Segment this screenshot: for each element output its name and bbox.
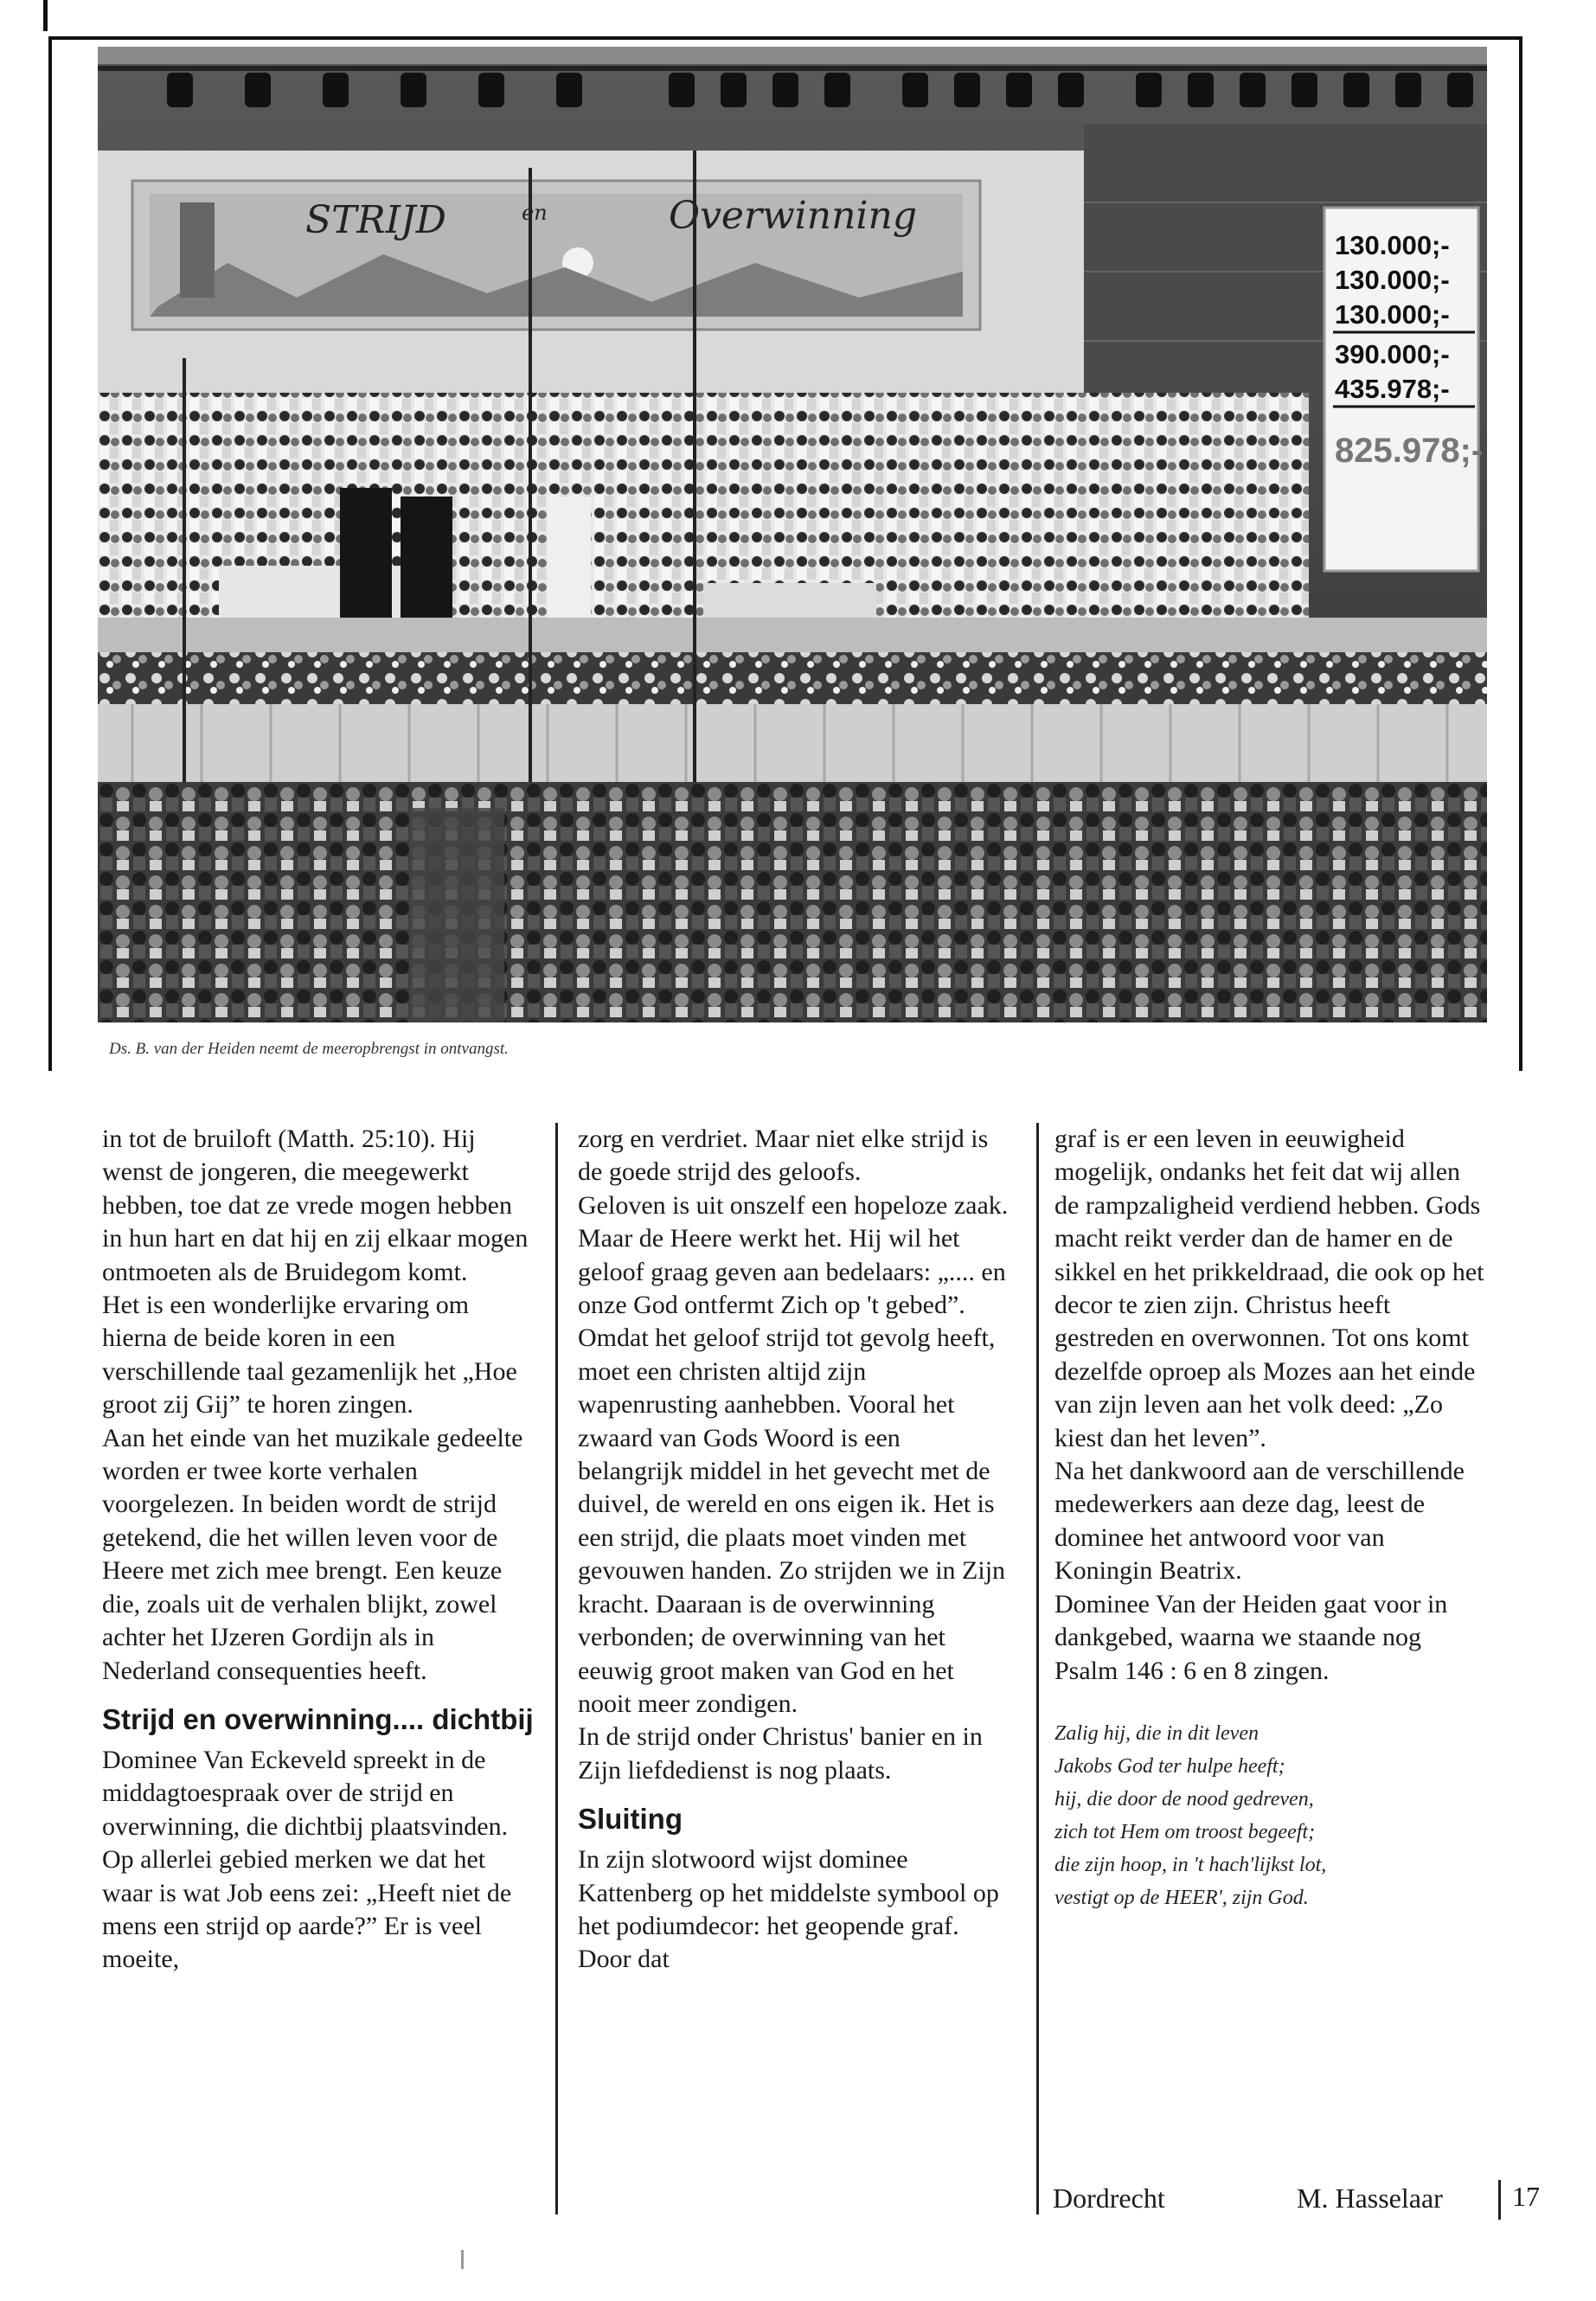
event-photo bbox=[98, 47, 1487, 1022]
photo-caption: Ds. B. van der Heiden neemt de meeropbrengst in ontvangst. bbox=[109, 1040, 509, 1058]
banner-text-strijd: STRIJD bbox=[305, 198, 446, 242]
section-heading-strijd: Strijd en overwinning.... dichtbij bbox=[102, 1702, 534, 1735]
corner-mark bbox=[43, 0, 48, 31]
paragraph: Dominee Van der Heiden gaat voor in dankgebed, waarna we staande nog Psalm 146 : 6 en 8 zingen. bbox=[1054, 1589, 1448, 1685]
paragraph: Het is een wonderlijke ervaring om hierna de beide koren in een verschillende taal gezamenlijk het „Hoe groot zij Gij” te horen zingen. bbox=[102, 1291, 517, 1420]
paragraph: in tot de bruiloft (Matth. 25:10). Hij wenst de jongeren, die meegewerkt hebben, toe dat ze vrede mogen hebben in hun hart en dat hij en zij elkaar mogen ontmoeten als de Bruidegom komt. bbox=[102, 1125, 529, 1286]
column-divider bbox=[1036, 1123, 1039, 2214]
section-heading-sluiting: Sluiting bbox=[578, 1803, 683, 1836]
paragraph: Aan het einde van het muzikale gedeelte worden er twee korte verhalen voorgelezen. In beiden wordt de strijd getekend, die het willen leven voor de Heere met zich mee brengt. Een keuze die, zoals uit de verhalen blijkt, zowel achter het IJzeren Gordijn als in Nederland consequenties heeft. bbox=[102, 1423, 523, 1685]
footer-city: Dordrecht bbox=[1053, 2182, 1165, 2214]
banner-text-overwinning: Overwinning bbox=[669, 194, 917, 238]
frame-top-rule bbox=[48, 36, 1521, 40]
tally-value-1: 130.000;- bbox=[1335, 230, 1450, 260]
paragraph: Dominee Van Eckeveld spreekt in de middagtoespraak over de strijd en overwinning, die dichtbij plaatsvinden. Op allerlei gebied merken we dat het waar is wat Job eens zei: „Heeft niet de mens een strijd op aarde?” Er is veel moeite, bbox=[102, 1745, 512, 1974]
poem-line: zich tot Hem om troost begeeft; bbox=[1054, 1820, 1316, 1843]
paragraph: Omdat het geloof strijd tot gevolg heeft, moet een christen altijd zijn wapenrusting aanhebben. Vooral het zwaard van Gods Woord is een belangrijk middel in het gevecht met de duivel, de wereld en ons eigen ik. Het is een strijd, die plaats moet vinden met gevouwen handen. Zo strijden we in Zijn kracht. Daaraan is de overwinning verbonden; de overwinning van het eeuwig groot maken van God en het nooit meer zondigen. bbox=[578, 1324, 1006, 1718]
poem-line: Zalig hij, die in dit leven bbox=[1054, 1721, 1259, 1745]
text-column-3 bbox=[1054, 1123, 1487, 1914]
page-number-divider bbox=[1498, 2180, 1501, 2220]
column-divider bbox=[555, 1123, 558, 2214]
paragraph: graf is er een leven in eeuwigheid mogelijk, ondanks het feit dat wij allen de rampzaligheid verdiend hebben. Gods macht reikt verder dan de hamer en de sikkel en het prikkeldraad, die ook op het decor te zien zijn. Christus heeft gestreden en overwonnen. Tot ons komt dezelfde oproep als Mozes aan het einde van zijn leven aan het volk deed: „Zo kiest dan het leven”. bbox=[1054, 1125, 1484, 1452]
paragraph: Na het dankwoord aan de verschillende medewerkers aan deze dag, leest de dominee het antwoord voor van Koningin Beatrix. bbox=[1054, 1457, 1465, 1586]
tally-value-3: 130.000;- bbox=[1335, 299, 1450, 330]
footer-author: M. Hasselaar bbox=[1297, 2182, 1443, 2214]
page-number: 17 bbox=[1512, 2181, 1540, 2212]
frame-right-rule bbox=[1519, 36, 1522, 1071]
poem-line: vestigt op de HEER', zijn God. bbox=[1054, 1886, 1309, 1909]
tally-total: 825.978;- bbox=[1335, 432, 1484, 470]
text-column-2 bbox=[578, 1123, 1010, 1977]
tally-board bbox=[1324, 208, 1483, 571]
bottom-mark bbox=[461, 2250, 464, 2269]
psalm-verse bbox=[1054, 1717, 1487, 1914]
frame-left-rule bbox=[48, 36, 52, 1071]
photo-illustration bbox=[98, 47, 1487, 1022]
poem-line: Jakobs God ter hulpe heeft; bbox=[1054, 1754, 1285, 1778]
tally-value-2: 130.000;- bbox=[1335, 265, 1450, 295]
text-column-1 bbox=[102, 1123, 535, 1977]
banner-text-en: en bbox=[522, 201, 548, 225]
poem-line: die zijn hoop, in 't hach'lijkst lot, bbox=[1054, 1853, 1327, 1876]
tally-value-5: 435.978;- bbox=[1335, 374, 1450, 404]
poem-line: hij, die door de nood gedreven, bbox=[1054, 1787, 1314, 1811]
paragraph: zorg en verdriet. Maar niet elke strijd is de goede strijd des geloofs. bbox=[578, 1125, 989, 1187]
paragraph: In zijn slotwoord wijst dominee Kattenberg op het middelste symbool op het podiumdecor: het geopende graf. Door dat bbox=[578, 1845, 999, 1974]
paragraph: In de strijd onder Christus' banier en in Zijn liefdedienst is nog plaats. bbox=[578, 1722, 983, 1785]
tally-value-4: 390.000;- bbox=[1335, 339, 1450, 369]
paragraph: Geloven is uit onszelf een hopeloze zaak. Maar de Heere werkt het. Hij wil het geloof graag geven aan bedelaars: „.... en onze God ontfermt Zich op 't gebed”. bbox=[578, 1190, 1009, 1320]
